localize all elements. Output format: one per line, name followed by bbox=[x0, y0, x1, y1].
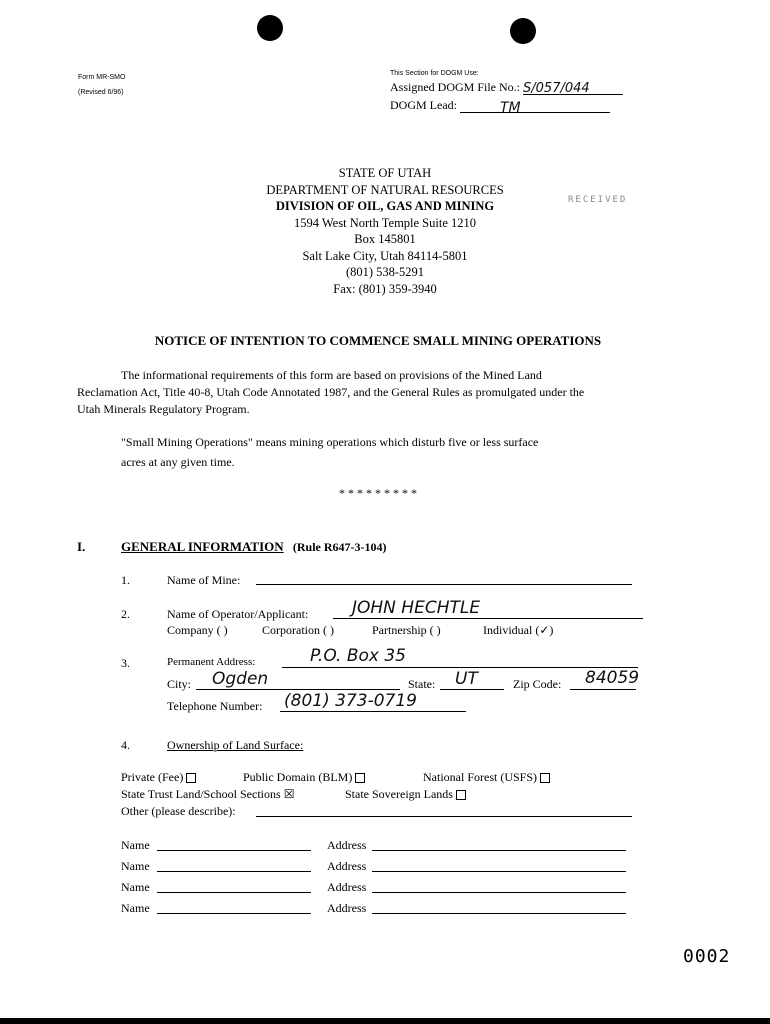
agency-block bbox=[0, 165, 770, 297]
owner-name-field-1[interactable] bbox=[157, 850, 311, 851]
item-4-label: Ownership of Land Surface: bbox=[167, 738, 304, 752]
owner-address-field-1[interactable] bbox=[372, 850, 626, 851]
owner-address-label-2: Address bbox=[327, 859, 367, 873]
zip-field[interactable] bbox=[570, 689, 636, 690]
national-forest-option[interactable] bbox=[423, 770, 550, 785]
partnership-option[interactable]: Partnership ( ) bbox=[372, 623, 441, 637]
national-forest-checkbox[interactable] bbox=[540, 773, 550, 783]
public-domain-option[interactable] bbox=[243, 770, 365, 785]
city-field[interactable] bbox=[196, 689, 400, 690]
mine-name-field[interactable] bbox=[256, 584, 632, 585]
private-fee-label: Private (Fee) bbox=[121, 770, 184, 784]
intro-line-1: The informational requirements of this form are based on provisions of the Mined Land bbox=[121, 368, 542, 382]
item-1-label: Name of Mine: bbox=[167, 573, 241, 587]
definition-line-1: "Small Mining Operations" means mining operations which disturb five or less surface bbox=[121, 435, 539, 449]
dogm-lead-row bbox=[390, 98, 610, 116]
section-roman: I. bbox=[77, 539, 86, 554]
owner-name-label-2: Name bbox=[121, 859, 150, 873]
agency-state: STATE OF UTAH bbox=[338, 166, 432, 180]
state-sovereign-option[interactable] bbox=[345, 787, 466, 802]
city-label: City: bbox=[167, 677, 192, 691]
agency-phone: (801) 538-5291 bbox=[345, 265, 425, 279]
state-trust-option[interactable] bbox=[121, 787, 294, 802]
national-forest-label: National Forest (USFS) bbox=[423, 770, 537, 784]
item-2-number: 2. bbox=[121, 607, 130, 621]
dogm-lead-value[interactable]: TM bbox=[460, 100, 610, 113]
public-domain-checkbox[interactable] bbox=[355, 773, 365, 783]
zip-label: Zip Code: bbox=[513, 677, 562, 691]
owner-name-label-4: Name bbox=[121, 901, 150, 915]
city-value: Ogden bbox=[212, 669, 269, 689]
owner-address-field-2[interactable] bbox=[372, 871, 626, 872]
agency-address1: 1594 West North Temple Suite 1210 bbox=[293, 215, 477, 230]
other-label: Other (please describe): bbox=[121, 804, 236, 818]
file-no-label: Assigned DOGM File No.: bbox=[390, 80, 521, 94]
owner-address-label-3: Address bbox=[327, 880, 367, 894]
file-no-value[interactable]: S/057/044 bbox=[523, 81, 623, 95]
definition-line-2: acres at any given time. bbox=[121, 455, 235, 469]
telephone-field[interactable] bbox=[280, 711, 466, 712]
state-value: UT bbox=[455, 669, 478, 689]
address-label: Permanent Address: bbox=[167, 656, 256, 668]
state-field[interactable] bbox=[440, 689, 504, 690]
agency-fax: Fax: (801) 359-3940 bbox=[333, 281, 437, 296]
owner-address-field-3[interactable] bbox=[372, 892, 626, 893]
item-2-label: Name of Operator/Applicant: bbox=[167, 607, 309, 621]
intro-line-2: Reclamation Act, Title 40-8, Utah Code Annotated 1987, and the General Rules as promulgated under the bbox=[77, 385, 585, 399]
owner-address-label-4: Address bbox=[327, 901, 367, 915]
dogm-lead-label: DOGM Lead: bbox=[390, 98, 457, 112]
company-option[interactable]: Company ( ) bbox=[167, 623, 228, 637]
address-value: P.O. Box 35 bbox=[310, 646, 406, 666]
revised-date: (Revised 6/96) bbox=[78, 89, 124, 96]
binder-hole-left bbox=[257, 15, 283, 41]
item-1-number: 1. bbox=[121, 573, 130, 587]
item-3-number: 3. bbox=[121, 656, 130, 670]
state-sovereign-label: State Sovereign Lands bbox=[345, 787, 453, 801]
received-stamp: RECEIVED bbox=[568, 195, 628, 205]
separator-stars: * * * * * * * * * bbox=[339, 486, 417, 500]
section-heading: GENERAL INFORMATION bbox=[121, 539, 284, 554]
owner-address-label-1: Address bbox=[327, 838, 367, 852]
individual-check-mark: (✓) bbox=[535, 623, 554, 637]
agency-department: DEPARTMENT OF NATURAL RESOURCES bbox=[266, 182, 504, 197]
owner-name-label-3: Name bbox=[121, 880, 150, 894]
public-domain-label: Public Domain (BLM) bbox=[243, 770, 353, 784]
owner-name-field-2[interactable] bbox=[157, 871, 311, 872]
owner-name-label-1: Name bbox=[121, 838, 150, 852]
owner-address-field-4[interactable] bbox=[372, 913, 626, 914]
state-label: State: bbox=[408, 677, 436, 691]
owner-name-field-4[interactable] bbox=[157, 913, 311, 914]
individual-option[interactable] bbox=[483, 623, 553, 638]
agency-division: DIVISION OF OIL, GAS AND MINING bbox=[275, 199, 495, 213]
dogm-use-note: This Section for DOGM Use: bbox=[390, 70, 479, 77]
scan-border-bottom bbox=[0, 1018, 770, 1024]
agency-address3: Salt Lake City, Utah 84114-5801 bbox=[302, 248, 468, 263]
section-rule: (Rule R647-3-104) bbox=[292, 540, 387, 554]
state-trust-label: State Trust Land/School Sections bbox=[121, 787, 281, 801]
zip-value: 84059 bbox=[585, 668, 640, 688]
page-number: 0002 bbox=[683, 946, 731, 967]
form-title: NOTICE OF INTENTION TO COMMENCE SMALL MINING OPERATIONS bbox=[154, 333, 602, 348]
section-heading-row bbox=[121, 539, 387, 555]
item-4-number: 4. bbox=[121, 738, 130, 752]
file-no-row bbox=[390, 80, 623, 95]
telephone-label: Telephone Number: bbox=[167, 699, 263, 713]
form-id: Form MR-SMO bbox=[78, 74, 126, 81]
owner-name-field-3[interactable] bbox=[157, 892, 311, 893]
corporation-option[interactable]: Corporation ( ) bbox=[262, 623, 334, 637]
state-trust-checkbox-checked[interactable]: ☒ bbox=[283, 787, 295, 801]
individual-label: Individual bbox=[483, 623, 533, 637]
operator-name-field[interactable] bbox=[333, 618, 643, 619]
private-fee-checkbox[interactable] bbox=[186, 773, 196, 783]
state-sovereign-checkbox[interactable] bbox=[456, 790, 466, 800]
agency-address2: Box 145801 bbox=[354, 232, 416, 246]
telephone-value: (801) 373-0719 bbox=[284, 691, 417, 711]
other-description-field[interactable] bbox=[256, 816, 632, 817]
operator-name-value: JOHN HECHTLE bbox=[352, 598, 481, 618]
intro-line-3: Utah Minerals Regulatory Program. bbox=[77, 402, 250, 416]
private-fee-option[interactable] bbox=[121, 770, 196, 785]
binder-hole-right bbox=[510, 18, 536, 44]
